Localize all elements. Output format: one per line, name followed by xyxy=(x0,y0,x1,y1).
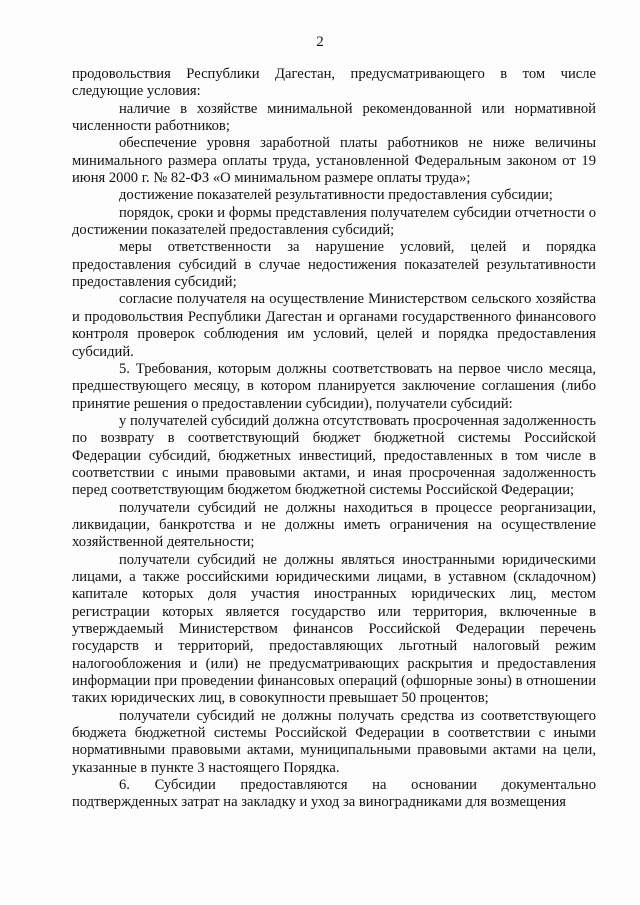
paragraph-wage-condition: обеспечение уровня заработной платы работников не ниже величины минимального размера оплаты труда, установленной Федеральным законом от 19 июня 2000 г. № 82-ФЗ «О минимальном размере оплаты труда»; xyxy=(72,135,596,187)
document-body xyxy=(72,66,596,812)
paragraph-intro: продовольствия Республики Дагестан, предусматривающего в том числе следующие условия: xyxy=(72,66,596,100)
paragraph-no-reorganization: получатели субсидий не должны находиться в процессе реорганизации, ликвидации, банкротства и не должны иметь ограничения на осуществление хозяйственной деятельности; xyxy=(72,499,596,551)
paragraph-reporting: порядок, сроки и формы представления получателем субсидии отчетности о достижении показателей предоставления субсидий; xyxy=(72,204,596,239)
paragraph-staff-condition: наличие в хозяйстве минимальной рекомендованной или нормативной численности работников; xyxy=(72,100,596,135)
paragraph-no-other-funds: получатели субсидий не должны получать средства из соответствующего бюджета бюджетной системы Российской Федерации в соответствии с иными нормативными правовыми актами, муниципальными правовыми актами на цели, указанные в пункте 3 настоящего Порядка. xyxy=(72,707,596,776)
paragraph-liability: меры ответственности за нарушение условий, целей и порядка предоставления субсидий в случае недостижения показателей результативности предоставления субсидий; xyxy=(72,239,596,291)
paragraph-consent: согласие получателя на осуществление Министерством сельского хозяйства и продовольствия Республики Дагестан и органами государственного финансового контроля проверок соблюдения им условий, целей и порядка предоставления субсидий. xyxy=(72,291,596,360)
paragraph-performance-indicators: достижение показателей результативности предоставления субсидии; xyxy=(119,187,553,204)
paragraph-no-debt: у получателей субсидий должна отсутствовать просроченная задолженность по возврату в соответствующий бюджет бюджетной системы Российской Федерации субсидий, бюджетных инвестиций, предоставленных в том числе в соответствии с иными правовыми актами, и иная просроченная задолженность перед соответствующим бюджетом бюджетной системы Российской Федерации; xyxy=(72,412,596,499)
page-number: 2 xyxy=(316,34,324,50)
paragraph-item-6: 6. Субсидии предоставляются на основании документально подтвержденных затрат на закладку и уход за виноградниками для возмещения xyxy=(72,777,596,811)
paragraph-item-5: 5. Требования, которым должны соответствовать на первое число месяца, предшествующего месяцу, в котором планируется заключение соглашения (либо принятие решения о предоставлении субсидии), получатели субсидий: xyxy=(72,360,596,412)
paragraph-not-foreign: получатели субсидий не должны являться иностранными юридическими лицами, а также российскими юридическими лицами, в уставном (складочном) капитале которых доля участия иностранных юридических лиц, местом регистрации которых является государство или территория, включенные в утверждаемый Министерством финансов Российской Федерации перечень государств и территорий, предоставляющих льготный налоговый режим налогообложения и (или) не предусматривающих раскрытия и предоставления информации при проведении финансовых операций (офшорные зоны) в отношении таких юридических лиц, в совокупности превышает 50 процентов; xyxy=(72,551,596,707)
